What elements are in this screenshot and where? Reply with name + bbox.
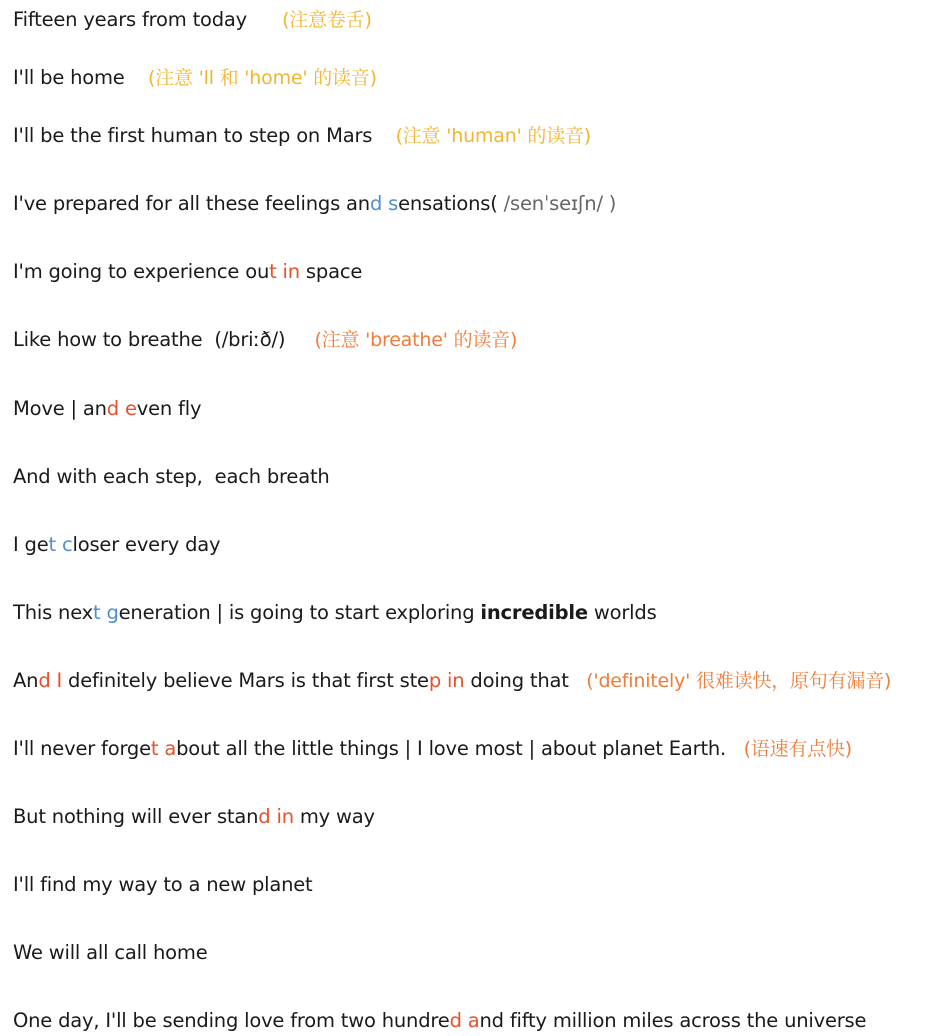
lyric-text: incredible [480, 601, 588, 624]
linking-highlight: t a [150, 737, 177, 760]
lyric-text: I'll be home [13, 66, 125, 89]
lyric-line [13, 533, 220, 557]
lyrics-document [13, 0, 928, 1036]
linking-highlight: d I [38, 669, 63, 692]
lyric-line [13, 397, 201, 421]
linking-highlight: d in [258, 805, 294, 828]
lyric-text: definitely believe Mars is that first ste [62, 669, 429, 692]
lyric-text: Fifteen years from today [13, 8, 248, 31]
lyric-line [13, 66, 377, 90]
lyric-line [13, 465, 330, 489]
lyric-text: worlds [587, 601, 657, 624]
lyric-line [13, 124, 591, 148]
lyric-text: bout all the little things | I love most | about planet Earth. [176, 737, 727, 760]
pronunciation-note: (注意卷舌) [247, 9, 372, 31]
linking-highlight: d a [449, 1009, 480, 1032]
lyric-text: But nothing will ever stan [13, 805, 259, 828]
lyric-line [13, 601, 657, 625]
lyric-line [13, 192, 616, 216]
lyric-text: This nex [13, 601, 93, 624]
lyric-text: I ge [13, 533, 49, 556]
lyric-text: doing that [464, 669, 569, 692]
linking-highlight: t c [48, 533, 73, 556]
lyric-line [13, 941, 208, 965]
lyric-line [13, 805, 375, 829]
pronunciation-note: (注意 'll 和 'home' 的读音) [124, 67, 377, 89]
lyric-text: And with each step, each breath [13, 465, 330, 488]
lyric-text: I'll be the first human to step on Mars [13, 124, 373, 147]
lyric-line [13, 737, 852, 761]
lyric-line [13, 328, 517, 352]
linking-highlight: t g [93, 601, 119, 624]
pronunciation-note: ('definitely' 很难读快，原句有漏音) [568, 670, 892, 692]
linking-highlight: d e [106, 397, 137, 420]
lyric-text: I'll find my way to a new planet [13, 873, 313, 896]
lyric-line [13, 1009, 866, 1033]
lyric-text: I'll never forge [13, 737, 151, 760]
lyric-text: loser every day [72, 533, 221, 556]
lyric-line [13, 669, 891, 693]
lyric-line [13, 873, 313, 897]
lyric-text: ven fly [136, 397, 202, 420]
linking-highlight: p in [428, 669, 465, 692]
pronunciation-note: (注意 'breathe' 的读音) [285, 329, 518, 351]
lyric-text: nd fifty million miles across the universe [479, 1009, 867, 1032]
lyric-text: Move | an [13, 397, 107, 420]
lyric-text: I'm going to experience ou [13, 260, 270, 283]
linking-highlight: /senˈseɪʃn/ ) [497, 192, 617, 215]
lyric-text: An [13, 669, 39, 692]
lyric-text: my way [293, 805, 375, 828]
lyric-line [13, 260, 362, 284]
lyric-line [13, 8, 372, 32]
lyric-text: I've prepared for all these feelings an [13, 192, 370, 215]
lyric-text: Like how to breathe (/briːð/) [13, 328, 286, 351]
pronunciation-note: (注意 'human' 的读音) [372, 125, 592, 147]
linking-highlight: d s [369, 192, 399, 215]
lyric-text: One day, I'll be sending love from two hundre [13, 1009, 450, 1032]
lyric-text: ensations( [398, 192, 498, 215]
lyric-text: We will all call home [13, 941, 208, 964]
lyric-text: eneration | is going to start exploring [118, 601, 481, 624]
lyric-text: space [299, 260, 363, 283]
pronunciation-note: (语速有点快) [726, 738, 853, 760]
linking-highlight: t in [269, 260, 300, 283]
